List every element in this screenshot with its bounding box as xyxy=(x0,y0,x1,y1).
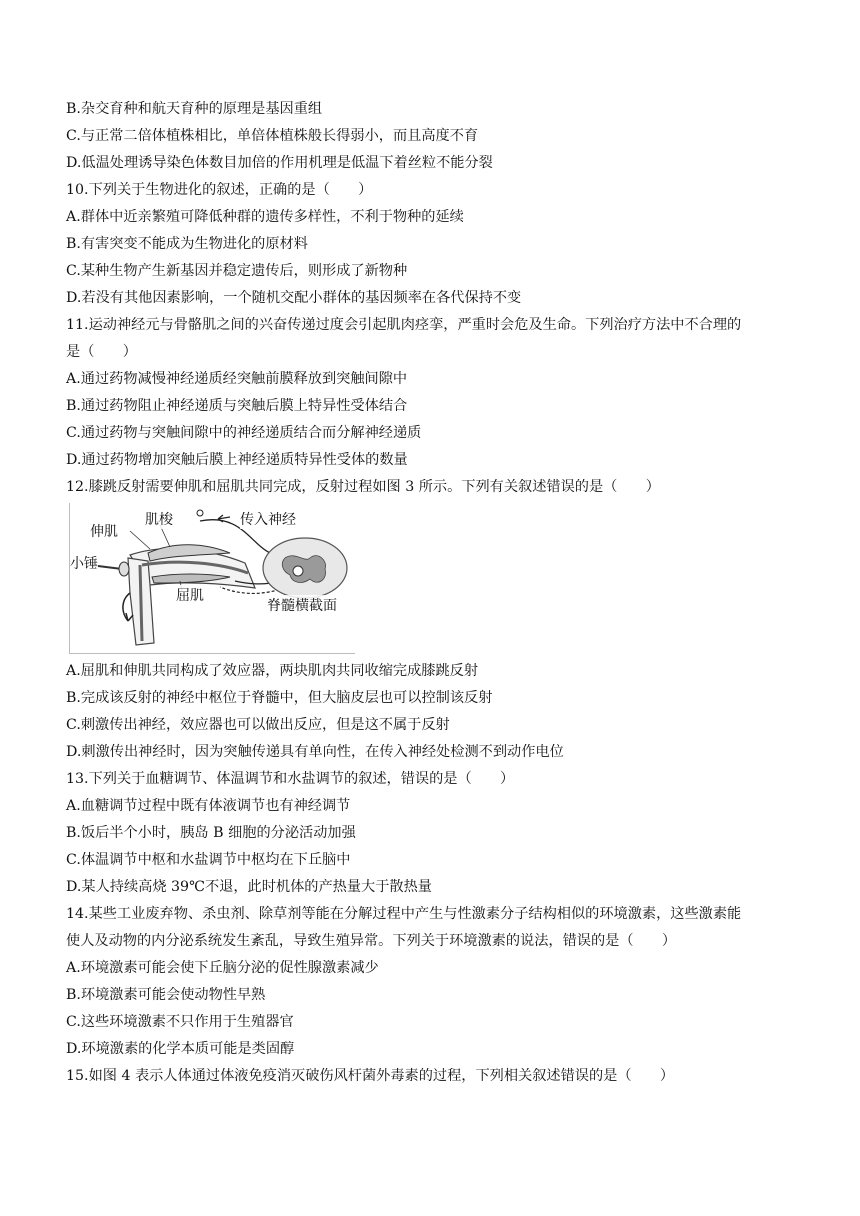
spinal-cross-section-label: 脊髓横截面 xyxy=(267,595,337,615)
knee-jerk-reflex-figure xyxy=(69,503,355,654)
option-10c: C.某种生物产生新基因并稳定遗传后，则形成了新物种 xyxy=(66,263,408,279)
question-13: 13.下列关于血糖调节、体温调节和水盐调节的叙述，错误的是（ ） xyxy=(66,771,515,787)
option-11b: B.通过药物阻止神经递质与突触后膜上特异性受体结合 xyxy=(66,398,408,414)
afferent-nerve-label: 传入神经 xyxy=(240,509,296,529)
option-10d: D.若没有其他因素影响，一个随机交配小群体的基因频率在各代保持不变 xyxy=(66,290,522,306)
question-14: 14.某些工业废弃物、杀虫剂、除草剂等能在分解过程中产生与性激素分子结构相似的环境激素，这些激素能 xyxy=(66,906,742,922)
question-15: 15.如图 4 表示人体通过体液免疫消灭破伤风杆菌外毒素的过程，下列相关叙述错误的是（ ） xyxy=(66,1068,675,1084)
option-14a: A.环境激素可能会使下丘脑分泌的促性腺激素减少 xyxy=(66,960,379,976)
option-13b: B.饭后半个小时，胰岛 B 细胞的分泌活动加强 xyxy=(66,825,356,841)
question-11: 11.运动神经元与骨骼肌之间的兴奋传递过度会引起肌肉痉挛，严重时会危及生命。下列治疗方法中不合理的 xyxy=(66,317,742,333)
option-11c: C.通过药物与突触间隙中的神经递质结合而分解神经递质 xyxy=(66,425,422,441)
option-13c: C.体温调节中枢和水盐调节中枢均在下丘脑中 xyxy=(66,852,351,868)
question-14-cont: 使人及动物的内分泌系统发生紊乱，导致生殖异常。下列关于环境激素的说法，错误的是（ ） xyxy=(66,933,677,949)
option-9b: B.杂交育种和航天育种的原理是基因重组 xyxy=(66,101,323,117)
option-12d: D.刺激传出神经时，因为突触传递具有单向性，在传入神经处检测不到动作电位 xyxy=(66,744,564,760)
question-12: 12.膝跳反射需要伸肌和屈肌共同完成，反射过程如图 3 所示。下列有关叙述错误的是（ ） xyxy=(66,479,660,495)
option-11d: D.通过药物增加突触后膜上神经递质特异性受体的数量 xyxy=(66,452,408,468)
option-12b: B.完成该反射的神经中枢位于脊髓中，但大脑皮层也可以控制该反射 xyxy=(66,690,493,706)
question-10: 10.下列关于生物进化的叙述，正确的是（ ） xyxy=(66,182,373,198)
flexor-label: 屈肌 xyxy=(176,585,204,605)
option-9d: D.低温处理诱导染色体数目加倍的作用机理是低温下着丝粒不能分裂 xyxy=(66,155,493,171)
option-14d: D.环境激素的化学本质可能是类固醇 xyxy=(66,1041,295,1057)
hammer-label: 小锤 xyxy=(70,553,98,573)
option-14c: C.这些环境激素不只作用于生殖器官 xyxy=(66,1014,294,1030)
option-9c: C.与正常二倍体植株相比，单倍体植株般长得弱小，而且高度不育 xyxy=(66,128,479,144)
option-13d: D.某人持续高烧 39℃不退，此时机体的产热量大于散热量 xyxy=(66,879,432,895)
option-12c: C.刺激传出神经，效应器也可以做出反应，但是这不属于反射 xyxy=(66,717,450,733)
option-11a: A.通过药物减慢神经递质经突触前膜释放到突触间隙中 xyxy=(66,371,408,387)
extensor-label: 伸肌 xyxy=(90,521,118,541)
question-11-cont: 是（ ） xyxy=(66,344,137,360)
option-10b: B.有害突变不能成为生物进化的原材料 xyxy=(66,236,308,252)
option-14b: B.环境激素可能会使动物性早熟 xyxy=(66,987,266,1003)
option-12a: A.屈肌和伸肌共同构成了效应器，两块肌肉共同收缩完成膝跳反射 xyxy=(66,663,479,679)
option-10a: A.群体中近亲繁殖可降低种群的遗传多样性，不利于物种的延续 xyxy=(66,209,464,225)
option-13a: A.血糖调节过程中既有体液调节也有神经调节 xyxy=(66,798,351,814)
muscle-spindle-label: 肌梭 xyxy=(145,509,173,529)
